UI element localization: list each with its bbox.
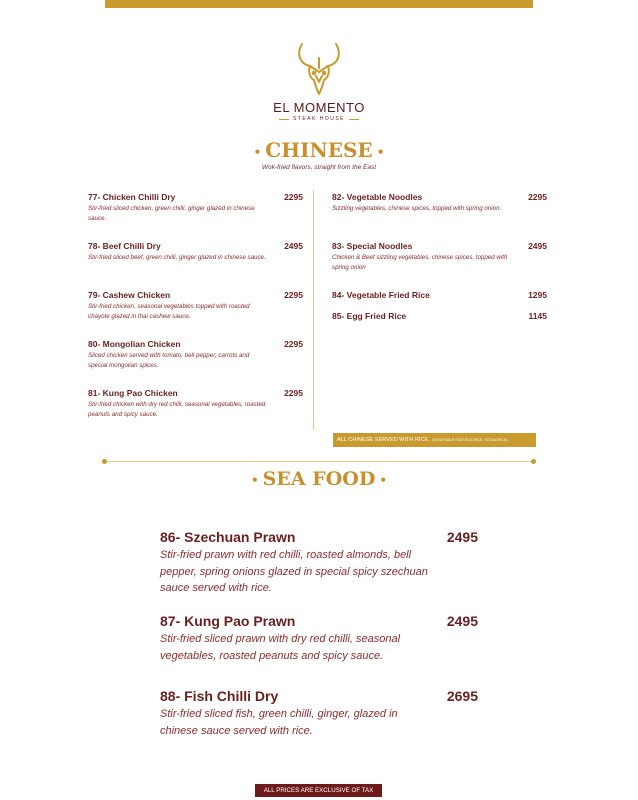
item-price: 2295: [528, 192, 547, 202]
divider-dot-right: [531, 459, 536, 464]
item-name: 84- Vegetable Fried Rice: [332, 290, 430, 300]
menu-item: [332, 192, 547, 241]
brand-subtitle: STEAK HOUSE: [292, 116, 346, 122]
item-price: 2495: [446, 613, 478, 629]
subtitle-line-left: [279, 119, 289, 120]
rice-note-text: ALL CHINESE SERVED WITH RICE.: [337, 437, 430, 443]
menu-item: [332, 311, 547, 332]
chinese-tagline: Wok-fried flavors, straight from the East: [261, 164, 377, 171]
menu-item: [88, 241, 303, 290]
logo: [0, 40, 638, 122]
brand-subtitle-row: [0, 116, 638, 122]
item-description: Sliced chicken served with tomato, bell pepper, carrots and special mongolian spices.: [88, 352, 250, 369]
top-accent-bar: [105, 0, 533, 8]
item-name: 80- Mongolian Chicken: [88, 339, 181, 349]
chinese-right-column: [332, 192, 547, 332]
menu-item: [332, 290, 547, 311]
section-divider: [105, 461, 533, 462]
item-name: 87- Kung Pao Prawn: [160, 613, 296, 629]
menu-item: [88, 290, 303, 339]
item-price: 2695: [446, 688, 478, 704]
menu-item: [88, 192, 303, 241]
menu-item: [160, 529, 478, 597]
item-name: 82- Vegetable Noodles: [332, 192, 423, 202]
section-title-chinese: [0, 138, 638, 162]
title-dot-left: •: [253, 144, 262, 159]
item-description: Stir-fried prawn with red chilli, roasted almonds, bell pepper, spring onions glazed in special spicy szechuan sauce served with rice.: [160, 549, 428, 594]
item-name: 83- Special Noodles: [332, 241, 413, 251]
item-name: 79- Cashew Chicken: [88, 290, 171, 300]
menu-item: [160, 688, 478, 739]
rice-note-badge: [333, 433, 536, 447]
column-divider: [313, 190, 314, 430]
divider-dot-left: [102, 459, 107, 464]
section-title-text: CHINESE: [265, 138, 373, 162]
item-price: 2295: [284, 192, 303, 202]
item-name: 81- Kung Pao Chicken: [88, 388, 178, 398]
item-description: Sizzling vegetables, chinese spices, topped with spring onion.: [332, 205, 502, 212]
item-price: 1145: [528, 311, 547, 321]
item-price: 2495: [284, 241, 303, 251]
menu-item: [88, 388, 303, 437]
item-price: 1295: [528, 290, 547, 300]
item-price: 2295: [284, 388, 303, 398]
item-description: Stir-fried chicken with dry red chilli, seasonal vegetables, roasted peanuts and spicy sauce.: [88, 401, 266, 418]
tax-note-badge: ALL PRICES ARE EXCLUSIVE OF TAX: [255, 784, 382, 797]
item-name: 85- Egg Fried Rice: [332, 311, 407, 321]
section-title-seafood: [0, 468, 638, 490]
chinese-left-column: [88, 192, 303, 437]
item-price: 2495: [528, 241, 547, 251]
brand-name: EL MOMENTO: [273, 100, 365, 115]
item-description: Chicken & Beef sizzling vegetables, chinese spices, topped with spring onion: [332, 254, 508, 271]
item-name: 88- Fish Chilli Dry: [160, 688, 279, 704]
bull-head-icon: [294, 40, 344, 96]
item-description: Stir-fried sliced beef, green chilli, ginger glazed in chinese sauce.: [88, 254, 266, 261]
title-dot-right: •: [379, 473, 387, 487]
title-dot-right: •: [376, 144, 385, 159]
item-name: 78- Beef Chilli Dry: [88, 241, 161, 251]
item-name: 77- Chicken Chilli Dry: [88, 192, 176, 202]
menu-item: [160, 613, 478, 664]
item-name: 86- Szechuan Prawn: [160, 529, 296, 545]
subtitle-line-right: [349, 119, 359, 120]
item-description: Stir-fried sliced prawn with dry red chilli, seasonal vegetables, roasted peanuts and spicy sauce.: [160, 633, 401, 662]
rice-note-detail: (VEGETABLE RICE EGG RICE, STEAM RICE): [431, 438, 508, 442]
section-title-text: SEA FOOD: [262, 468, 376, 490]
menu-item: [332, 241, 547, 290]
item-description: Stir-fried sliced fish, green chilli, ginger, glazed in chinese sauce served with rice.: [160, 708, 398, 737]
menu-item: [88, 339, 303, 388]
item-price: 2295: [284, 290, 303, 300]
item-description: Stir-fried chicken, seasonal vegetables topped with roasted chayote glazed in thai cashew sauce.: [88, 303, 250, 320]
title-dot-left: •: [251, 473, 259, 487]
item-price: 2295: [284, 339, 303, 349]
item-price: 2495: [446, 529, 478, 545]
item-description: Stir-fried sliced chicken, green chilli, ginger glazed in chinese sauce.: [88, 205, 255, 222]
